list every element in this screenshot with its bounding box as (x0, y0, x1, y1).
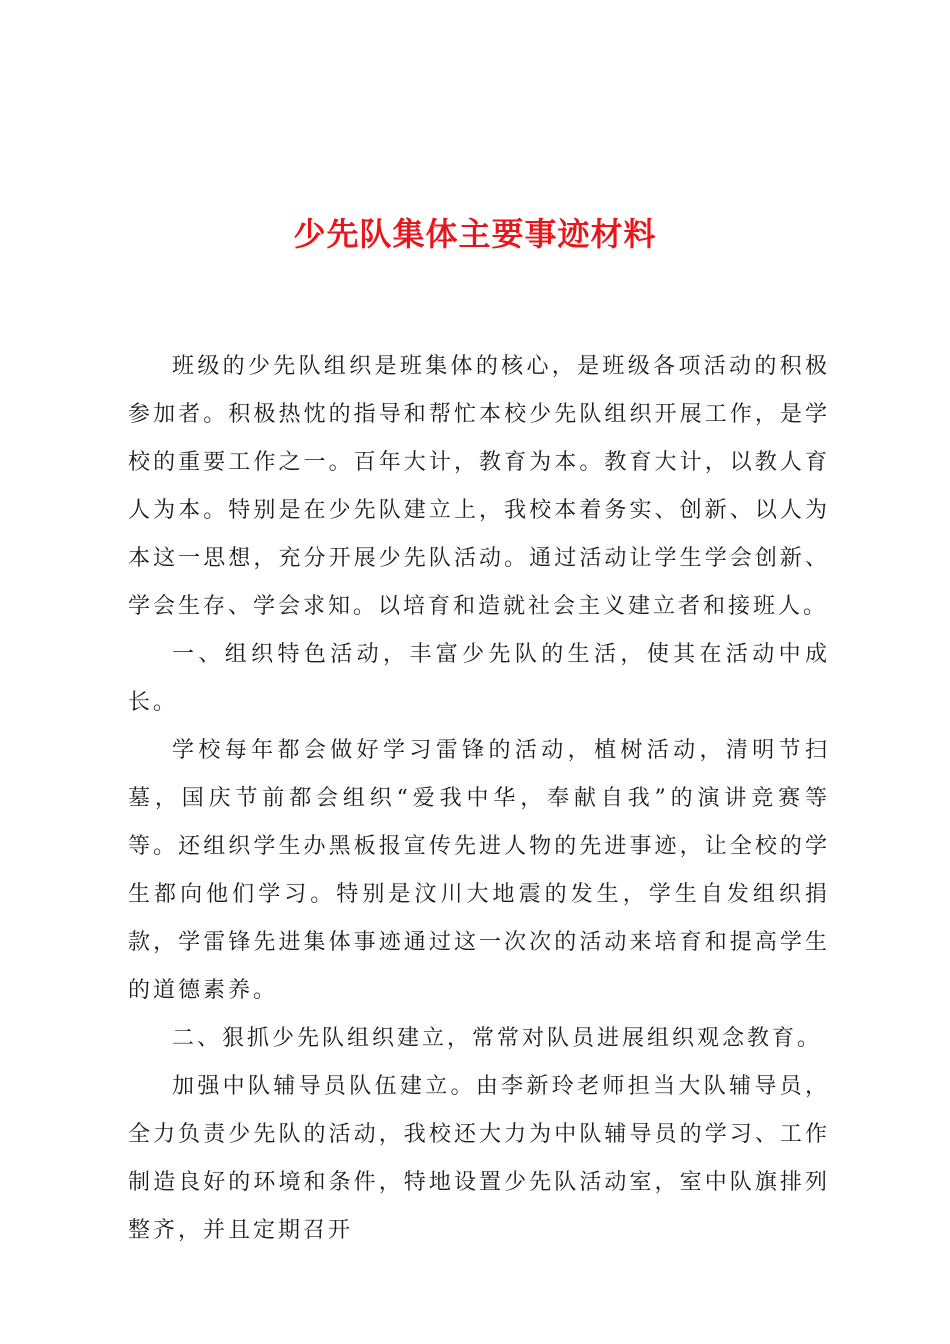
document-title: 少先队集体主要事迹材料 (293, 215, 657, 253)
paragraph-heading-2: 二、狠抓少先队组织建立，常常对队员进展组织观念教育。 (172, 1026, 823, 1051)
paragraph-intro: 班级的少先队组织是班集体的核心，是班级各项活动的积极参加者。积极热忱的指导和帮忙本校少先队组织开展工作，是学校的重要工作之一。百年大计，教育为本。教育大计，以教人育人为本。特别是在少先队建立上，我校本着务实、创新、以人为本这一思想，充分开展少先队活动。通过活动让学生学会创新、学会生存、学会求知。以培育和造就社会主义建立者和接班人。 (128, 354, 830, 619)
paragraph-organization: 加强中队辅导员队伍建立。由李新玲老师担当大队辅导员，全力负责少先队的活动，我校还大力为中队辅导员的学习、工作制造良好的环境和条件，特地设置少先队活动室，室中队旗排列整齐，并且定期召开 (128, 1074, 830, 1243)
paragraph-heading-1: 一、组织特色活动，丰富少先队的生活，使其在活动中成长。 (128, 642, 830, 715)
document-body (128, 343, 830, 1255)
paragraph-activities: 学校每年都会做好学习雷锋的活动，植树活动，清明节扫墓，国庆节前都会组织“爱我中华，奉献自我”的演讲竞赛等等。还组织学生办黑板报宣传先进人物的先进事迹，让全校的学生都向他们学习。特别是汶川大地震的发生，学生自发组织捐款，学雷锋先进集体事迹通过这一次次的活动来培育和提高学生的道德素养。 (128, 738, 830, 1003)
